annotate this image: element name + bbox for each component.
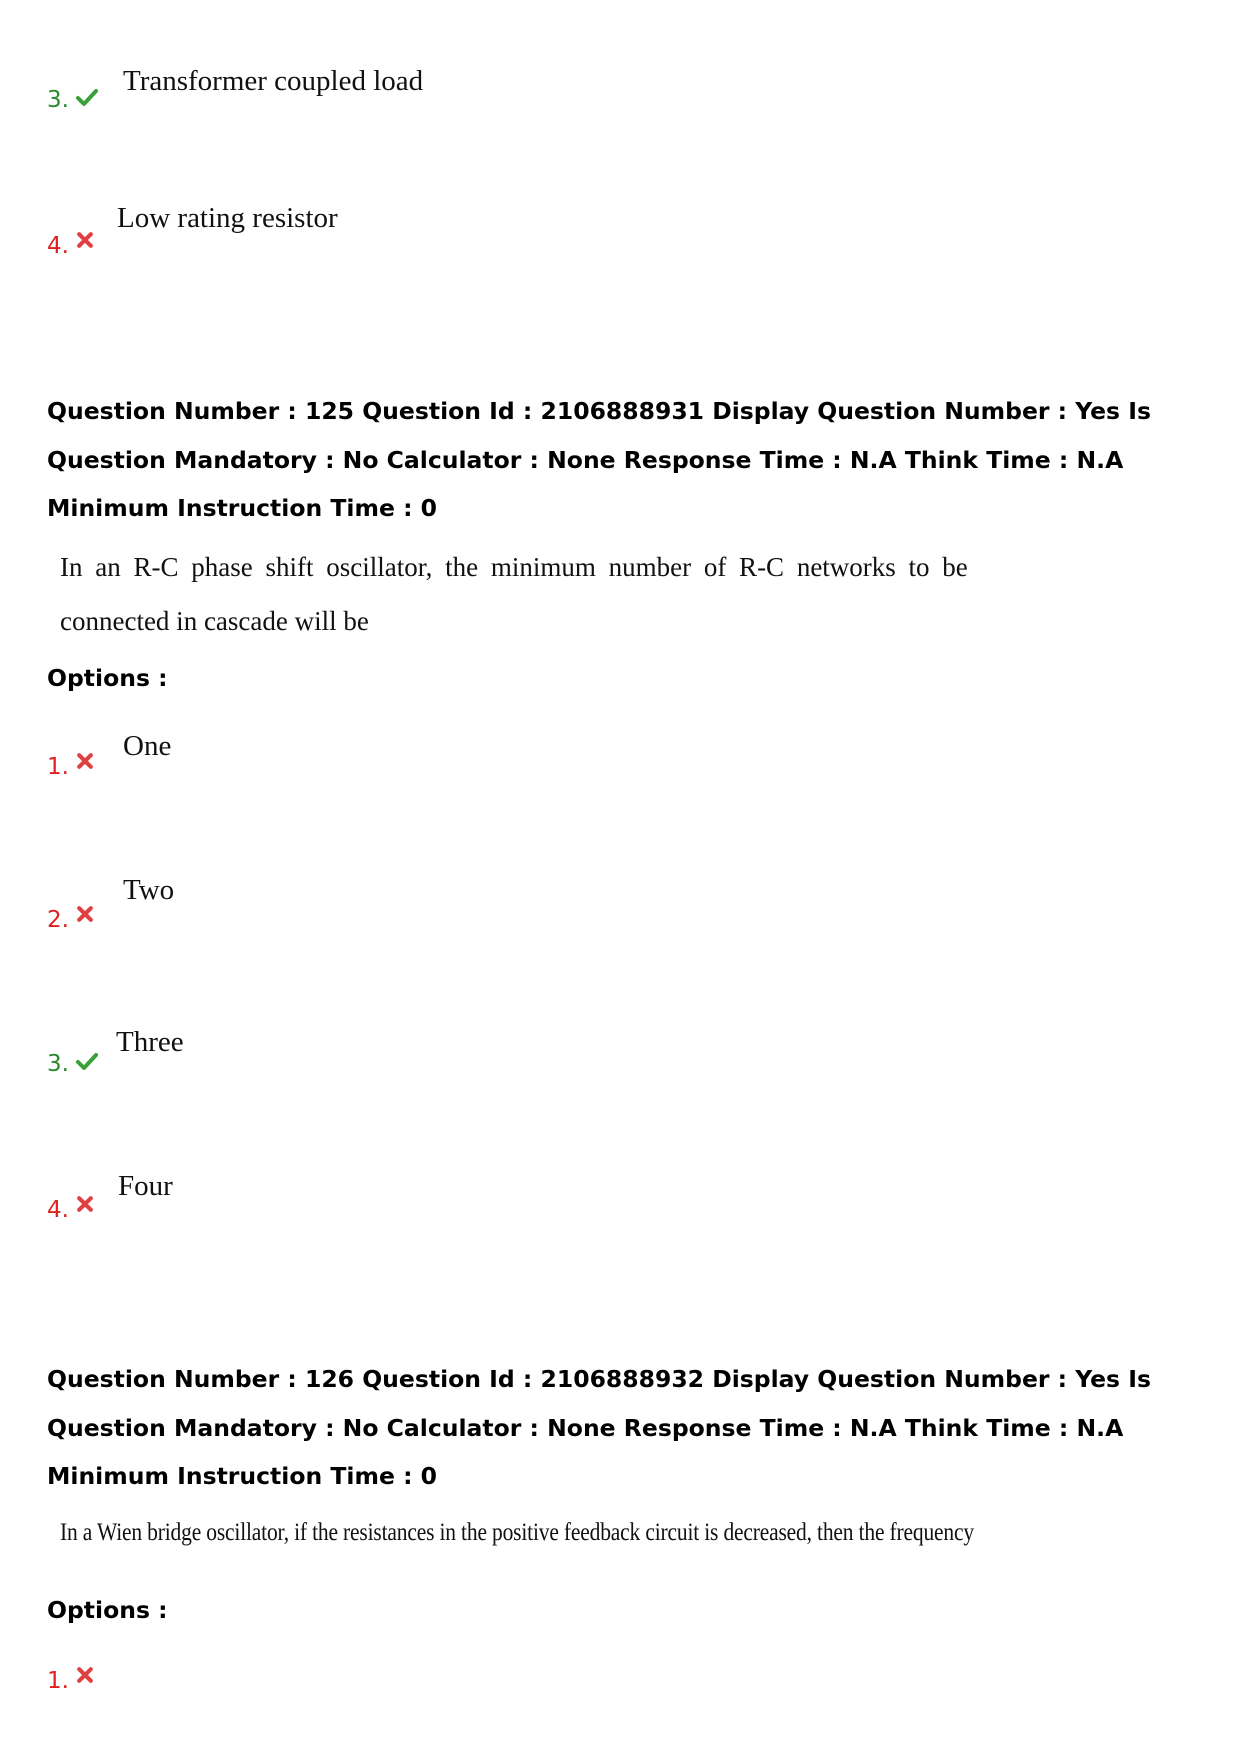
option-number: 4. [47,233,69,259]
option-number: 4. [47,1197,69,1223]
options-label: Options : [47,1596,168,1624]
question-meta: Question Number : 125 Question Id : 2106888931 Display Question Number : Yes Is Question Mandatory : No Calculator : None Response Time : N.A Think Time : N.A Minimum Instruction Time : 0 [47,397,1151,522]
cross-icon [75,230,95,250]
option-number: 3. [47,1051,69,1077]
check-icon [75,1049,99,1073]
option-text: Low rating resistor [117,202,338,234]
option-number: 1. [47,754,69,780]
question-meta: Question Number : 126 Question Id : 2106888932 Display Question Number : Yes Is Question Mandatory : No Calculator : None Response Time : N.A Think Time : N.A Minimum Instruction Time : 0 [47,1365,1151,1490]
question-text-line-2: connected in cascade will be [60,606,369,636]
option-number: 3. [47,87,69,113]
question-text-line-1: In a Wien bridge oscillator, if the resistances in the positive feedback circuit is decreased, then the frequency [60,1519,974,1546]
option-number: 2. [47,907,69,933]
cross-icon [75,1194,95,1214]
question-text-line-1: In an R-C phase shift oscillator, the minimum number of R-C networks to be [60,552,968,582]
option-text: Three [116,1026,184,1058]
option-text: Two [123,874,175,906]
cross-icon [75,904,95,924]
option-text: Transformer coupled load [123,65,424,97]
cross-icon [75,1665,95,1685]
option-number: 1. [47,1668,69,1694]
cross-icon [75,751,95,771]
option-text: One [123,730,172,762]
check-icon [75,85,99,109]
option-text: Four [118,1170,173,1202]
options-label: Options : [47,664,168,692]
